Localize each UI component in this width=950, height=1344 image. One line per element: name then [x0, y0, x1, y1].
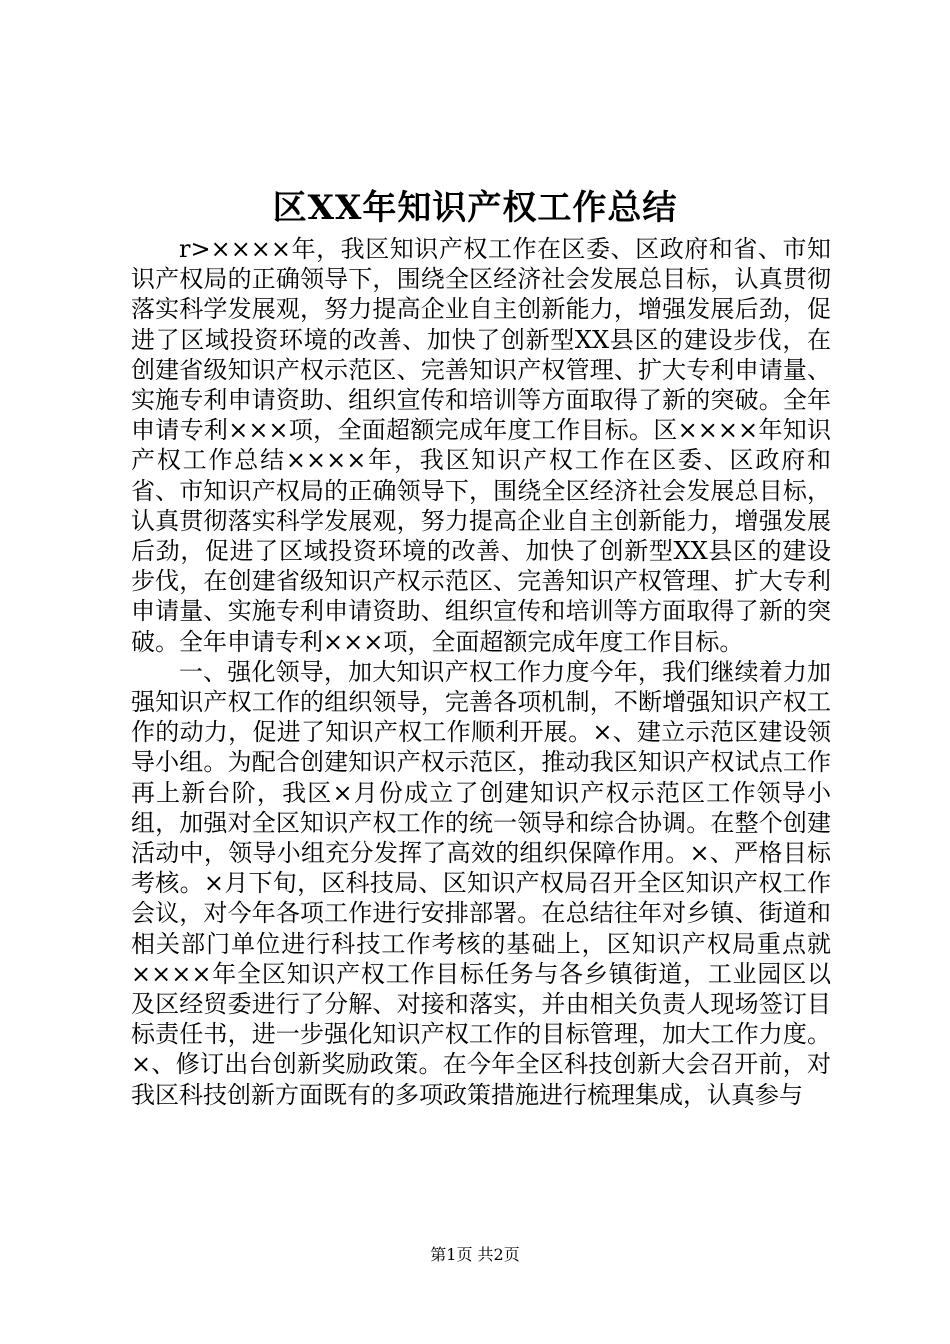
paragraph-section-one: 一、强化领导，加大知识产权工作力度今年，我们继续着力加强知识产权工作的组织领导，完善各项机制，不断增强知识产权工作的动力，促进了知识产权工作顺利开展。×、建立示范区建设领导小组。为配合创建知识产权示范区，推动我区知识产权试点工作再上新台阶，我区×月份成立了创建知识产权示范区工作领导小组，加强对全区知识产权工作的统一领导和综合协调。在整个创建活动中，领导小组充分发挥了高效的组织保障作用。×、严格目标考核。×月下旬，区科技局、区知识产权局召开全区知识产权工作会议，对今年各项工作进行安排部署。在总结往年对乡镇、街道和相关部门单位进行科技工作考核的基础上，区知识产权局重点就××××年全区知识产权工作目标任务与各乡镇街道，工业园区以及区经贸委进行了分解、对接和落实，并由相关负责人现场签订目标责任书，进一步强化知识产权工作的目标管理，加大工作力度。×、修订出台创新奖励政策。在今年全区科技创新大会召开前，对我区科技创新方面既有的多项政策措施进行梳理集成，认真参与: [131, 657, 831, 1109]
document-title: 区XX年知识产权工作总结: [272, 188, 678, 228]
paragraph-intro: r>××××年，我区知识产权工作在区委、区政府和省、市知识产权局的正确领导下，围绕全区经济社会发展总目标，认真贯彻落实科学发展观，努力提高企业自主创新能力，增强发展后劲，促进了区域投资环境的改善、加快了创新型XX县区的建设步伐，在创建省级知识产权示范区、完善知识产权管理、扩大专利申请量、实施专利申请资助、组织宣传和培训等方面取得了新的突破。全年申请专利×××项，全面超额完成年度工作目标。区××××年知识产权工作总结××××年，我区知识产权工作在区委、区政府和省、市知识产权局的正确领导下，围绕全区经济社会发展总目标，认真贯彻落实科学发展观，努力提高企业自主创新能力，增强发展后劲，促进了区域投资环境的改善、加快了创新型XX县区的建设步伐，在创建省级知识产权示范区、完善知识产权管理、扩大专利申请量、实施专利申请资助、组织宣传和培训等方面取得了新的突破。全年申请专利×××项，全面超额完成年度工作目标。: [131, 235, 831, 656]
page-footer: 第1页 共2页: [430, 1245, 520, 1264]
document-body: [131, 234, 831, 1110]
